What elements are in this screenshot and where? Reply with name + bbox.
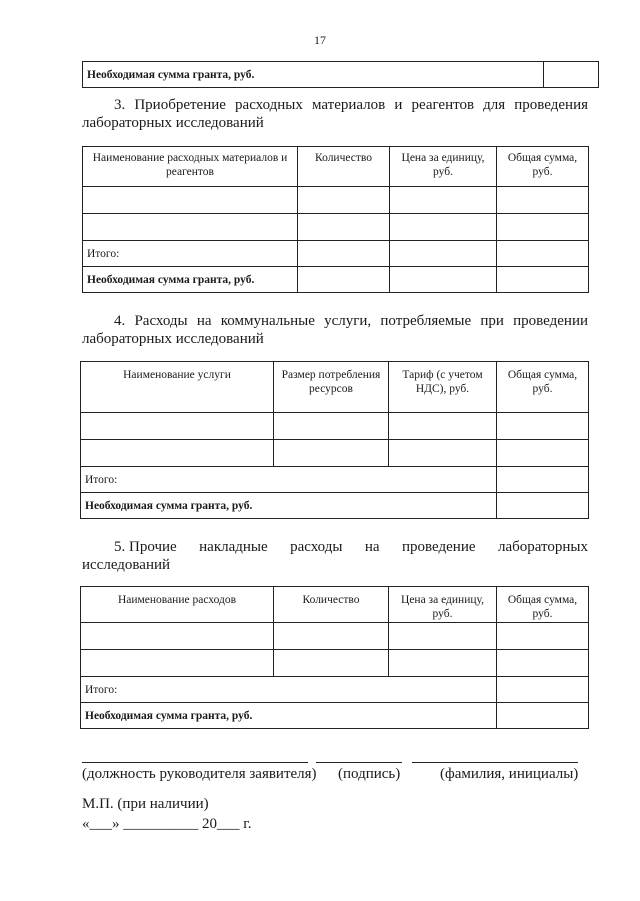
page-number: 17 [314, 33, 326, 47]
grant-sum-cell[interactable] [544, 62, 599, 88]
col-header-unit-price: Цена за единицу, руб. [390, 147, 497, 187]
col-header-expense: Наименование расходов [81, 587, 274, 623]
table-cell[interactable] [298, 241, 390, 267]
top-grant-table [82, 61, 599, 88]
table-cell[interactable] [497, 493, 589, 519]
table-cell[interactable] [497, 703, 589, 729]
table-cell[interactable] [497, 623, 589, 650]
grant-sum-label: Необходимая сумма гранта, руб. [83, 267, 298, 293]
table-cell[interactable] [298, 187, 390, 214]
heading-word: 5. Прочие [114, 539, 177, 555]
table-cell[interactable] [274, 413, 389, 440]
section5-table [80, 586, 589, 729]
table-cell[interactable] [389, 650, 497, 677]
table-cell[interactable] [390, 214, 497, 241]
col-header-materials: Наименование расходных материалов и реагентов [83, 147, 298, 187]
table-cell[interactable] [81, 440, 274, 467]
table-cell[interactable] [81, 623, 274, 650]
table-cell[interactable] [298, 267, 390, 293]
table-row [81, 440, 589, 467]
col-header-consumption: Размер потребления ресурсов [274, 362, 389, 413]
table-cell[interactable] [497, 187, 589, 214]
table-cell[interactable] [497, 677, 589, 703]
table-cell[interactable] [274, 440, 389, 467]
table-cell[interactable] [497, 267, 589, 293]
grant-sum-label: Необходимая сумма гранта, руб. [81, 703, 497, 729]
heading-word: лабораторных [497, 539, 588, 555]
grant-sum-label: Необходимая сумма гранта, руб. [83, 62, 544, 88]
section3-heading-line1: 3. Приобретение расходных материалов и реагентов для проведения [114, 97, 588, 113]
total-label: Итого: [81, 677, 497, 703]
col-header-total: Общая сумма, руб. [497, 587, 589, 623]
table-row [81, 413, 589, 440]
table-cell[interactable] [390, 267, 497, 293]
table-cell[interactable] [298, 214, 390, 241]
col-header-quantity: Количество [298, 147, 390, 187]
section4-heading-line2: лабораторных исследований [82, 331, 264, 347]
col-header-service: Наименование услуги [81, 362, 274, 413]
table-row [81, 623, 589, 650]
table-cell[interactable] [497, 214, 589, 241]
section4-heading-line1: 4. Расходы на коммунальные услуги, потребляемые при проведении [114, 313, 588, 329]
table-cell[interactable] [389, 413, 497, 440]
heading-word: расходы [290, 539, 343, 555]
col-header-tariff: Тариф (с учетом НДС), руб. [389, 362, 497, 413]
date-line[interactable]: «___» __________ 20___ г. [82, 816, 252, 832]
section3-heading-line2: лабораторных исследований [82, 115, 264, 131]
total-label: Итого: [83, 241, 298, 267]
col-header-unit-price: Цена за единицу, руб. [389, 587, 497, 623]
table-cell[interactable] [497, 241, 589, 267]
table-row [83, 187, 589, 214]
heading-word: проведение [402, 539, 476, 555]
col-header-quantity: Количество [274, 587, 389, 623]
heading-word: на [364, 539, 380, 555]
col-header-total: Общая сумма, руб. [497, 147, 589, 187]
table-row [81, 650, 589, 677]
signature-line[interactable] [316, 762, 402, 763]
table-cell[interactable] [389, 440, 497, 467]
table-cell[interactable] [81, 650, 274, 677]
table-cell[interactable] [390, 187, 497, 214]
table-cell[interactable] [390, 241, 497, 267]
table-cell[interactable] [497, 413, 589, 440]
table-cell[interactable] [274, 623, 389, 650]
table-cell[interactable] [274, 650, 389, 677]
name-line[interactable] [412, 762, 578, 763]
table-cell[interactable] [389, 623, 497, 650]
table-cell[interactable] [83, 187, 298, 214]
section3-table [82, 146, 589, 293]
stamp-note: М.П. (при наличии) [82, 796, 209, 812]
col-header-total: Общая сумма, руб. [497, 362, 589, 413]
signature-caption: (подпись) [338, 766, 401, 782]
table-cell[interactable] [81, 413, 274, 440]
section5-heading-line1 [82, 538, 588, 556]
table-cell[interactable] [497, 650, 589, 677]
position-caption: (должность руководителя заявителя) [82, 766, 317, 782]
table-cell[interactable] [497, 440, 589, 467]
heading-word: накладные [199, 539, 268, 555]
total-label: Итого: [81, 467, 497, 493]
table-cell[interactable] [83, 214, 298, 241]
section5-heading-line2: исследований [82, 557, 171, 573]
position-line[interactable] [82, 762, 308, 763]
section4-table [80, 361, 589, 519]
table-cell[interactable] [497, 467, 589, 493]
name-caption: (фамилия, инициалы) [440, 766, 579, 782]
grant-sum-label: Необходимая сумма гранта, руб. [81, 493, 497, 519]
table-row [83, 214, 589, 241]
